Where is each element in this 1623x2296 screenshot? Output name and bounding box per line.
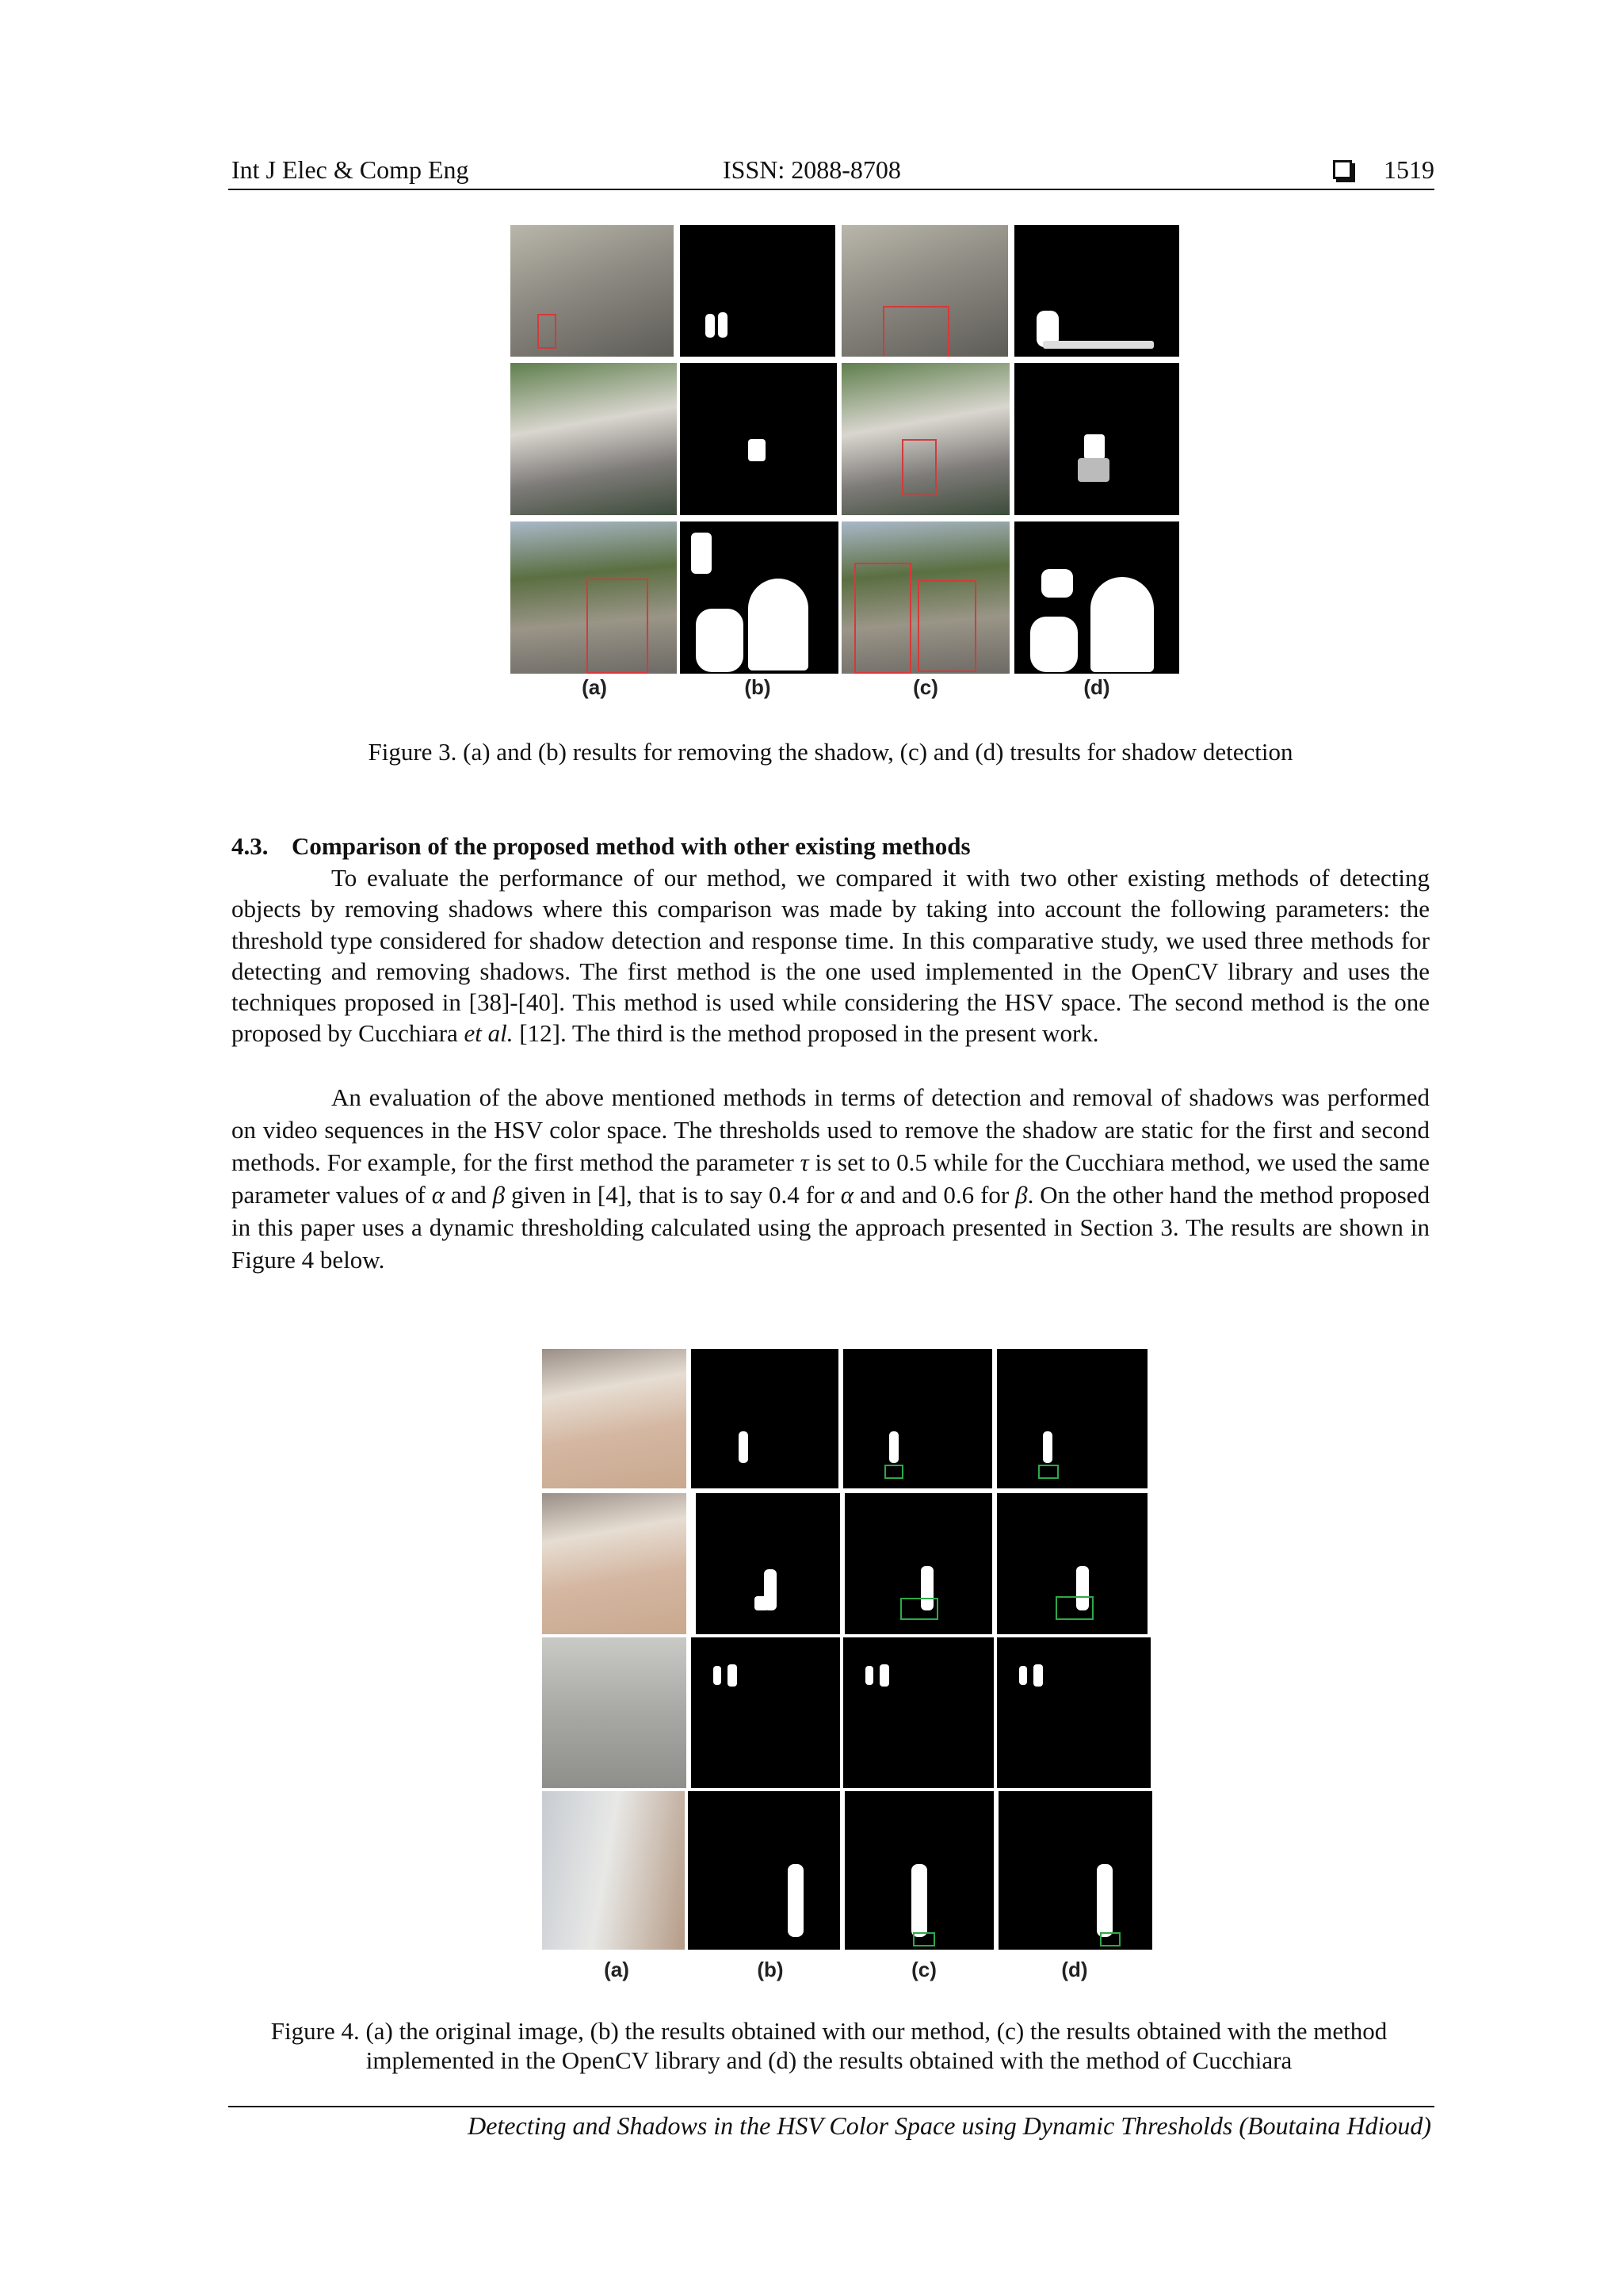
fig4-a-row3-image	[542, 1637, 686, 1788]
fig3-b-row3-mask	[680, 521, 838, 674]
fig3-b-row2-mask	[680, 363, 837, 515]
para2-s1: An evaluation of the above mentioned methods in terms of detection and removal of shadows was performed on video sequences in the HSV color space. The thresholds used to remove the shadow are static for the first and second methods. For example, for the first method the parameter	[231, 1083, 1430, 1176]
alpha-symbol: α	[431, 1181, 445, 1209]
shadow-blob	[1043, 341, 1154, 349]
beta-symbol: β	[492, 1181, 506, 1209]
detection-box	[537, 314, 556, 349]
issn: ISSN: 2088-8708	[723, 155, 901, 184]
shadow-box	[913, 1932, 935, 1946]
foreground-blob	[1041, 569, 1073, 598]
detection-box	[586, 579, 648, 674]
para2-s6: . On the other hand the method proposed in this paper uses a dynamic thresholding calculated using the approach presented in Section 3. The results are shown in Figure 4 below.	[231, 1181, 1430, 1274]
fig3-c-row1-image	[842, 225, 1008, 357]
fig4-d-row4-mask	[999, 1791, 1152, 1950]
fig3-label-d: (d)	[1083, 675, 1110, 699]
foreground-blob	[865, 1666, 873, 1685]
fig3-b-row1-mask	[680, 225, 835, 357]
fig4-b-row2-mask	[696, 1493, 840, 1634]
beta-symbol: β	[1015, 1181, 1028, 1209]
fig3-label-b: (b)	[744, 675, 771, 699]
foreground-blob	[713, 1666, 721, 1685]
foreground-blob	[1019, 1666, 1027, 1685]
fig3-a-row3-image	[510, 521, 677, 674]
fig3-d-row1-mask	[1014, 225, 1179, 357]
fig4-b-row1-mask	[691, 1349, 838, 1488]
detection-box	[854, 563, 911, 674]
fig4-c-row2-mask	[845, 1493, 992, 1634]
alpha-symbol: α	[840, 1181, 854, 1209]
foreground-blob	[1030, 617, 1078, 672]
shadow-box	[1056, 1596, 1094, 1620]
fig4-label-b: (b)	[757, 1958, 784, 1981]
section-heading	[231, 832, 971, 861]
section-title: Comparison of the proposed method with other existing methods	[292, 832, 971, 860]
figure-4	[540, 1347, 1152, 1997]
fig3-c-row3-image	[842, 521, 1010, 674]
paragraph-2	[231, 1081, 1430, 1276]
foreground-blob	[1097, 1864, 1113, 1937]
fig4-a-row4-image	[542, 1791, 685, 1950]
foreground-blob	[1084, 434, 1105, 460]
foreground-blob	[880, 1664, 889, 1687]
foreground-blob	[889, 1431, 899, 1463]
foreground-blob	[754, 1596, 769, 1610]
fig4-label-c: (c)	[911, 1958, 937, 1981]
foreground-blob	[748, 579, 808, 670]
foreground-blob	[1043, 1431, 1052, 1463]
foreground-blob	[1033, 1664, 1043, 1687]
shadow-box	[1038, 1465, 1059, 1479]
figure-3-caption: Figure 3. (a) and (b) results for removing the shadow, (c) and (d) tresults for shadow detection	[368, 738, 1293, 766]
para2-s2: is set to 0.5 while for the Cucchiara method, we used the same parameter values of	[231, 1148, 1430, 1209]
para1-text-b: [12]. The third is the method proposed in the present work.	[519, 1019, 1099, 1048]
foreground-blob	[748, 439, 766, 461]
fig4-label-a: (a)	[604, 1958, 629, 1981]
para1-text-a: To evaluate the performance of our method, we compared it with two other existing methods of detecting objects by removing shadows where this comparison was made by taking into account the following parameters: the threshold type considered for shadow detection and response time. In this comparative study, we used three methods for detecting and removing shadows. The first method is the one used implemented in the OpenCV library and uses the techniques proposed in [38]-[40]. This method is used while considering the HSV space. The second method is the one proposed by Cucchiara	[231, 864, 1430, 1048]
fig4-c-row1-mask	[843, 1349, 992, 1488]
shadow-box	[1100, 1932, 1121, 1946]
foreground-blob	[718, 312, 727, 338]
running-footer: Detecting and Shadows in the HSV Color Space using Dynamic Thresholds (Boutaina Hdioud)	[468, 2111, 1431, 2140]
figure-3	[507, 222, 1182, 705]
fig3-a-row2-image	[510, 363, 677, 515]
journal-name: Int J Elec & Comp Eng	[231, 155, 469, 184]
header-rule	[228, 189, 1434, 190]
checkbox-square-icon	[1333, 160, 1352, 179]
foreground-blob	[911, 1864, 927, 1937]
fig4-d-row2-mask	[997, 1493, 1148, 1634]
foreground-blob	[705, 314, 715, 338]
fig3-label-c: (c)	[913, 675, 938, 699]
fig4-b-row3-mask	[691, 1637, 840, 1788]
page-number: 1519	[1384, 155, 1434, 184]
fig4-d-row3-mask	[997, 1637, 1151, 1788]
fig3-label-a: (a)	[582, 675, 607, 699]
tau-symbol: τ	[800, 1148, 809, 1176]
fig4-c-row4-mask	[845, 1791, 994, 1950]
foreground-blob	[1090, 577, 1154, 672]
shadow-box	[900, 1598, 938, 1620]
fig3-a-row1-image	[510, 225, 674, 357]
fig4-d-row1-mask	[997, 1349, 1148, 1488]
para2-s5: and 0.6 for	[901, 1181, 1010, 1209]
fig3-d-row2-mask	[1014, 363, 1179, 515]
shadow-box	[884, 1465, 903, 1479]
foreground-blob	[727, 1664, 737, 1687]
running-header	[231, 155, 1434, 190]
section-number: 4.3.	[231, 832, 269, 860]
para2-s4: given in [4], that is to say 0.4 for	[511, 1181, 834, 1209]
foreground-blob	[696, 609, 743, 672]
detection-box	[918, 580, 976, 672]
shadow-blob	[1078, 458, 1109, 482]
foreground-blob	[788, 1864, 804, 1937]
paragraph-1	[231, 862, 1430, 1049]
detection-box	[883, 306, 949, 357]
fig3-c-row2-image	[842, 363, 1010, 515]
fig4-a-row2-image	[542, 1493, 686, 1634]
footer-rule	[228, 2106, 1434, 2107]
fig4-a-row1-image	[542, 1349, 686, 1488]
fig4-b-row4-mask	[688, 1791, 840, 1950]
fig3-d-row3-mask	[1014, 521, 1179, 674]
para1-etal: et al.	[464, 1019, 514, 1048]
fig4-label-d: (d)	[1061, 1958, 1088, 1981]
fig4-c-row3-mask	[843, 1637, 994, 1788]
foreground-blob	[691, 533, 712, 574]
detection-box	[902, 439, 937, 495]
figure-4-caption: Figure 4. (a) the original image, (b) the results obtained with our method, (c) the results obtained with the method implemented in the OpenCV library and (d) the results obtained with the method of Cucchiara	[270, 2017, 1388, 2074]
para2-s3: and	[450, 1181, 487, 1209]
para2-s3b: and	[860, 1181, 896, 1209]
foreground-blob	[739, 1431, 748, 1463]
